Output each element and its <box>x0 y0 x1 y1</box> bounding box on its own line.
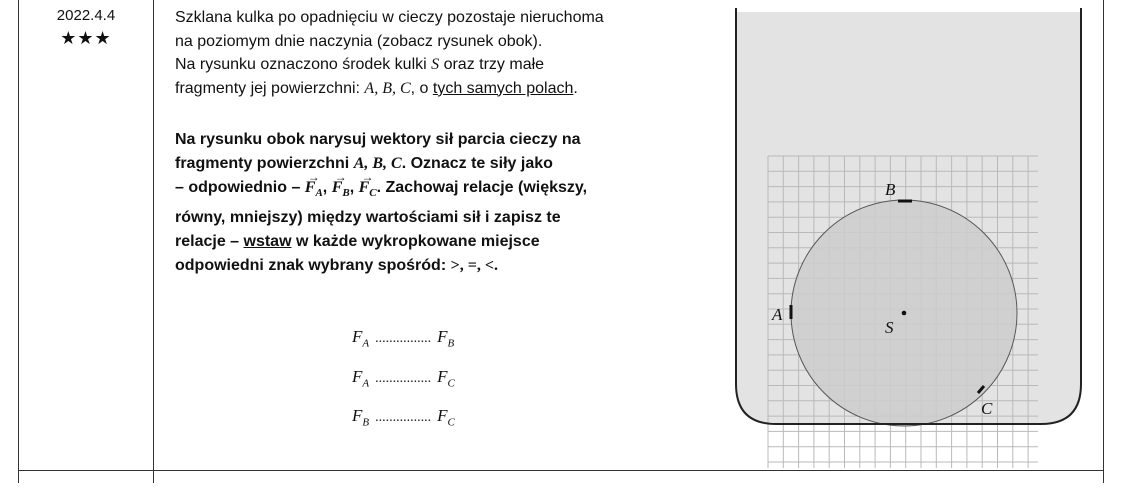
vessel-figure <box>728 0 1100 483</box>
fragment-letters: A, B, C <box>364 79 411 97</box>
instruction-line-3: – odpowiednio – → $F_A$, → $F_B$, → $F_C$. Zachowaj relacje (większy, <box>175 176 720 205</box>
relation-fa-fc[interactable]: $F_A$ ................ $F_C$ <box>352 367 455 390</box>
vector-fa: → $F_A$ <box>305 176 323 205</box>
vector-fb: → $F_B$ <box>332 176 350 205</box>
instruction-line-1: Na rysunku obok narysuj wektory sił parcia cieczy na <box>175 131 581 148</box>
vector-fc: → $F_C$ <box>359 176 377 205</box>
instruction-line-2: fragmenty powierzchni A, B, C. Oznacz te siły jako <box>175 155 553 173</box>
task-instruction <box>175 128 720 278</box>
intro-line-4: fragmenty jej powierzchni: A, B, C, o tych samych polach. <box>175 79 578 97</box>
table-border-left <box>18 0 19 483</box>
label-b: B <box>885 180 896 199</box>
intro-line-2: na poziomym dnie naczynia (zobacz rysunek obok). <box>175 32 543 50</box>
task-code: 2022.4.4 <box>56 7 116 24</box>
label-a: A <box>772 305 783 324</box>
vessel-drawing <box>728 0 1100 483</box>
instruction-line-4: równy, mniejszy) między wartościami sił i zapisz te <box>175 208 561 226</box>
center-symbol: S <box>431 56 440 73</box>
table-border-right <box>1103 0 1104 483</box>
same-area-underlined: tych samych polach <box>432 79 574 97</box>
relation-fa-fb[interactable]: $F_A$ ................ $F_B$ <box>352 327 455 350</box>
table-border-middle <box>153 0 154 483</box>
relation-fb-fc[interactable]: $F_B$ ................ $F_C$ <box>352 406 455 429</box>
intro-line-1: Szklana kulka po opadnięciu w cieczy pozostaje nieruchoma <box>175 9 604 26</box>
task-intro <box>175 6 720 100</box>
difficulty-stars: ★★★ <box>60 28 112 48</box>
center-point-s <box>902 311 907 316</box>
label-c: C <box>981 399 993 418</box>
label-s: S <box>885 318 894 337</box>
task-id-cell <box>20 6 152 50</box>
instruction-line-5: relacje – wstaw w każde wykropkowane miejsce <box>175 233 540 250</box>
instruction-line-6: odpowiedni znak wybrany spośród: >, =, <. <box>175 257 498 275</box>
intro-line-3: Na rysunku oznaczono środek kulki S oraz trzy małe <box>175 56 545 73</box>
insert-underlined: wstaw <box>243 233 292 250</box>
